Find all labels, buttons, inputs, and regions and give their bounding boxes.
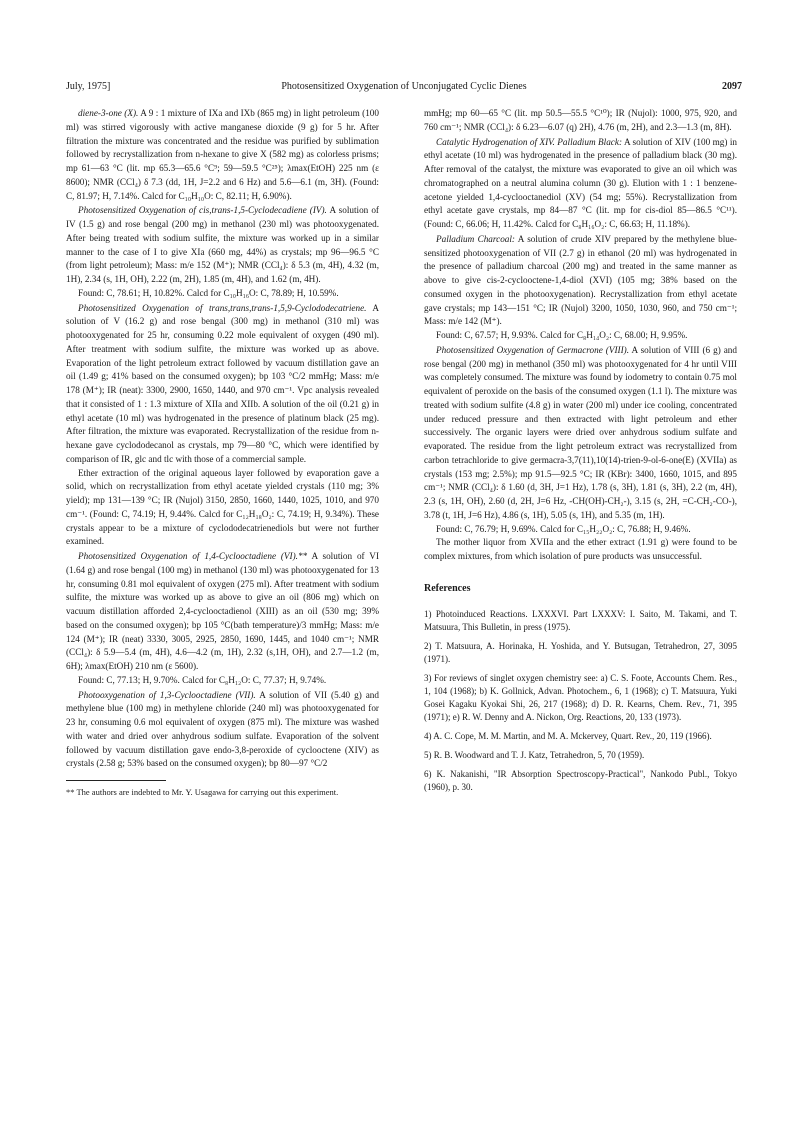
paragraph-heading: Photosensitized Oxygenation of cis,trans-1,5-Cyclodecadiene (IV). [78, 205, 327, 216]
paragraph-text: Found: C, 67.57; H, 9.93%. Calcd for C₈H₁₄O₂: C, 68.00; H, 9.95%. [436, 330, 688, 340]
paragraph-text: A solution of IV (1.5 g) and rose bengal (200 mg) in methanol (230 ml) was photooxygenated. After being treated with sodium sulfite, the mixture was worked up in a similar manner to the case of I to give XIa (660 mg, 44%) as crystals; mp 96—96.5 °C (from light petroleum); Mass: m/e 152 (M⁺); NMR (CCl₄): δ 5.3 (m, 4H), 4.32 (m, 1H), 2.34 (s, 1H, OH), 2.22 (m, 2H), 1.85 (m, 4H), and 1.62 (m, 4H). [66, 205, 379, 284]
paragraph-heading: diene-3-one (X). [78, 108, 139, 118]
reference-item: 5) R. B. Woodward and T. J. Katz, Tetrahedron, 5, 70 (1959). [424, 749, 645, 760]
paragraph [66, 302, 379, 467]
paragraph [66, 467, 379, 550]
reference-item: 3) For reviews of singlet oxygen chemistry see: a) C. S. Foote, Accounts Chem. Res., 1, 104 (1968); b) K. Gollnick, Advan. Photochem., 6, 1 (1968); c) T. Matsuura, Yuki Gosei Kagaku Kyokai Shi, 26, 217 (1968); d) D. R. Kearns, Chem. Rev., 71, 395 (1971); e) R. W. Denny and A. Nickon, Org. Reactions, 20, 133 (1973). [424, 672, 737, 722]
reference-item: 1) Photoinduced Reactions. LXXXVI. Part LXXXV: I. Saito, M. Takami, and T. Matsuura, This Bulletin, in press (1975). [424, 608, 737, 632]
paragraph-text: A solution of VII (5.40 g) and methylene blue (100 mg) in methylene chloride (240 ml) was photooxygenated for 23 hr, consuming 0.6 mol equivalent of oxygen (875 ml). The mixture was washed with water and dried over anhydrous sodium sulfate. Evaporation of the solvent followed by vacuum distillation gave endo-3,8-peroxide of cyclooctene (XIV) as crystals (2.58 g; 53% based on the consumed oxygen); bp 80—97 °C/2 [66, 689, 379, 769]
paragraph-text: Found: C, 78.61; H, 10.82%. Calcd for C₁₀H₁₆O: C, 78.89; H, 10.59%. [78, 287, 339, 298]
paragraph [424, 523, 737, 537]
paragraph [424, 536, 737, 564]
paragraph-text: Found: C, 76.79; H, 9.69%. Calcd for C₁₅H₂₂O₂: C, 76.88; H, 9.46%. [436, 523, 691, 534]
paragraph-text: Found: C, 77.13; H, 9.70%. Calcd for C₈H₁₂O: C, 77.37; H, 9.74%. [78, 674, 327, 685]
running-header [66, 80, 742, 94]
paragraph-text: A solution of XIV (100 mg) in ethyl acetate (10 ml) was hydrogenated in the presence of palladium black (30 mg). After removal of the catalyst, the mixture was evaporated to give an oil which was chromatographed on a neutral alumina column (30 g). Elution with 1 : 1 benzene-acetone yielded 1,4-cyclooctanediol (XV) (54 mg; 55%). Recrystallization from ethyl acetate gave crystals, mp 84—87 °C (lit. mp for cis-diol 85—86.5 °C¹¹). (Found: C, 66.06; H, 11.42%. Calcd for C₈H₁₆O₂: C, 66.63; H, 11.18%). [424, 136, 738, 229]
paragraph [424, 136, 737, 232]
paragraph-heading: Photosensitized Oxygenation of trans,trans,trans-1,5,9-Cyclododecatriene. [78, 302, 367, 313]
paragraph-text: A solution of crude XIV prepared by the methylene blue-sensitized photooxygenation of VII (2.7 g) in ethanol (20 ml) was hydrogenated in the presence of palladium charcoal (200 mg) and treated in the same manner as above to give cis-2-cyclooctene-1,4-diol (XVI) (105 mg; 38% based on the consumed oxygen in the photooxygenation). Recrystallization from ethyl acetate gave crystals; mp 143—151 °C; IR (Nujol) 3200, 1050, 1030, 960, and 750 cm⁻¹; Mass: m/e 142 (M⁺). [424, 233, 737, 327]
paragraph [424, 344, 737, 523]
paragraph-text: A solution of V (16.2 g) and rose bengal (300 mg) in methanol (310 ml) was photooxygenated for 25 hr, consuming 0.22 mole equivalent of oxygen (490 ml). After treatment with sodium sulfite, the mixture was worked up as above. Evaporation of the light petroleum extract followed by vacuum distillation gave an oil (1.49 g; 41% based on the consumed oxygen); bp 103 °C/2 mmHg; Mass: m/e 178 (M⁺); IR (neat): 3300, 2900, 1650, 1440, and 970 cm⁻¹. Vpc analysis revealed that it consisted of 1 : 1.3 mixture of XIIa and XIIb. A solution of the oil (0.21 g) in ethyl acetate (10 ml) was hydrogenated in the presence of platinum black (25 mg). After filtration, the mixture was evaporated. Recrystallization of the residue from n-hexane gave cyclododecanol as crystals, mp 79—80 °C, which were identified by comparison of IR, glc and tlc with those of a commercial sample. [66, 302, 379, 464]
paragraph-text: Ether extraction of the original aqueous layer followed by evaporation gave a solid, which on recrystallization from ethyl acetate yielded crystals (110 mg; 3% yield); mp 131—139 °C; IR (Nujol) 3150, 2850, 1660, 1440, 1025, 1010, and 970 cm⁻¹. (Found: C, 74.19; H, 9.44%. Calcd for C₁₂H₁₈O₂: C, 74.19; H, 9.34%). These crystals appear to be a mixture of cyclododecatrienediols but were not further examined. [66, 467, 379, 547]
reference-item: 2) T. Matsuura, A. Horinaka, H. Yoshida, and Y. Butsugan, Tetrahedron, 27, 3095 (1971). [424, 640, 737, 664]
right-column [424, 107, 737, 800]
paragraph [66, 689, 379, 772]
reference-item: 6) K. Nakanishi, "IR Absorption Spectroscopy-Practical", Nankodo Publ., Tokyo (1960), p. 30. [424, 768, 737, 792]
left-column [66, 107, 379, 798]
paragraph-text: A solution of VIII (6 g) and rose bengal (200 mg) in methanol (350 ml) was photooxygenated for 4 hr until VIII was completely consumed. The mixture was found by iodometry to contain 0.75 mol equivalent of peroxide on the basis of the consumed oxygen (1.1 l). The mixture was treated with sodium sulfite (4.8 g) in water (200 ml) under ice cooling, concentrated under reduced pressure and then extracted with light petroleum and ether successively. The organic layers were dried over anhydrous sodium sulfate and evaporated. The residue from the light petroleum extract was recrystallized from carbon tetrachloride to give germacra-3,7(11),10(14)-trien-9-ol-6-one(E) (XVIIa) as crystals (153 mg; 2.5%); mp 91.5—92.5 °C; IR (KBr): 3400, 1660, 1015, and 895 cm⁻¹; NMR (CCl₄): δ 1.60 (d, 3H, J=1 Hz), 1.78 (s, 3H), 1.81 (s, 3H), 2.2 (m, 4H), 2.3 (s, 1H, OH), 2.60 (d, 2H, J=6 Hz, -CH(OH)-CH₂-), 3.15 (s, 2H, =C-CH₂-CO-), 3.78 (t, 1H, J=6 Hz), 4.86 (s, 1H), 5.05 (s, 1H), and 5.35 (m, 1H). [424, 344, 737, 520]
paragraph-text: A solution of VI (1.64 g) and rose bengal (100 mg) in methanol (130 ml) was photooxygenated for 13 hr, consuming 0.81 mol equivalent of oxygen (275 ml). After treatment with sodium sulfite, the mixture was worked up as above to give an oil (806 mg) which on vacuum distillation afforded 2,4-cyclooctadienol (XIII) as an oil (530 mg; 39% based on the consumed oxygen); bp 105 °C(bath temperature)/3 mmHg; Mass: m/e 124 (M⁺); IR (neat) 3330, 3005, 2925, 2850, 1690, 1445, and 1040 cm⁻¹; NMR (CCl₄): δ 5.9—5.4 (m, 4H), 4.6—4.2 (m, 1H), 2.32 (s,1H, OH), and 2.7—1.2 (m, 6H); λmax(EtOH) 210 nm (ε 5600). [66, 551, 379, 671]
references-list [424, 608, 737, 794]
paragraph-text: A 9 : 1 mixture of IXa and IXb (865 mg) in light petroleum (100 ml) was stirred vigorously with active manganese dioxide (9 g) for 5 hr. After filtration the mixture was concentrated and the residue was purified by sublimation followed by recrystallization from n-hexane to give X (582 mg) as colorless prisms; mp 61—63 °C (lit. mp 65.3—65.6 °C⁹; 59—59.5 °C²⁵); λmax(EtOH) 225 nm (ε 8600); NMR (CCl₄) δ 7.3 (dd, 1H, J=2.2 and 6 Hz) and 5.6—6.1 (m, 3H). (Found: C, 81.97; H, 7.14%. Calcd for C₁₀H₁₀O: C, 82.11; H, 6.90%). [66, 108, 379, 201]
paragraph-text: mmHg; mp 60—65 °C (lit. mp 50.5—55.5 °C¹⁰); IR (Nujol): 1000, 975, 920, and 760 cm⁻¹; NMR (CCl₄): δ 6.23—6.07 (q) 2H), 4.76 (m, 2H), and 2.3—1.3 (m, 8H). [424, 108, 737, 132]
paragraph-heading: Photosensitized Oxygenation of 1,4-Cyclooctadiene (VI).** [78, 551, 308, 561]
paragraph-heading: Palladium Charcoal: [436, 233, 515, 244]
paragraph-heading: Catalytic Hydrogenation of XIV. Palladium Black: [436, 136, 623, 147]
header-title: Photosensitized Oxygenation of Unconjugated Cyclic Dienes [281, 81, 527, 92]
header-date: July, 1975] [66, 81, 111, 92]
paragraph [424, 329, 737, 343]
paragraph-heading: Photooxygenation of 1,3-Cyclooctadiene (VII). [78, 689, 256, 700]
footnote: ** The authors are indebted to Mr. Y. Usagawa for carrying out this experiment. [66, 787, 339, 797]
paragraph [424, 233, 737, 329]
paragraph-heading: Photosensitized Oxygenation of Germacrone (VIII). [436, 344, 629, 355]
reference-item: 4) A. C. Cope, M. M. Martin, and M. A. Mckervey, Quart. Rev., 20, 119 (1966). [424, 730, 712, 741]
footnote-divider [66, 780, 166, 781]
paragraph [66, 287, 379, 301]
page-number: 2097 [722, 81, 742, 92]
paragraph [66, 204, 379, 287]
paragraph [424, 107, 737, 135]
paragraph [66, 674, 379, 688]
paragraph [66, 550, 379, 674]
paragraph-text: The mother liquor from XVIIa and the ether extract (1.91 g) were found to be complex mixtures, from which isolation of pure products was unsuccessful. [424, 537, 737, 561]
paragraph [66, 107, 379, 203]
references-heading: References [424, 582, 471, 594]
